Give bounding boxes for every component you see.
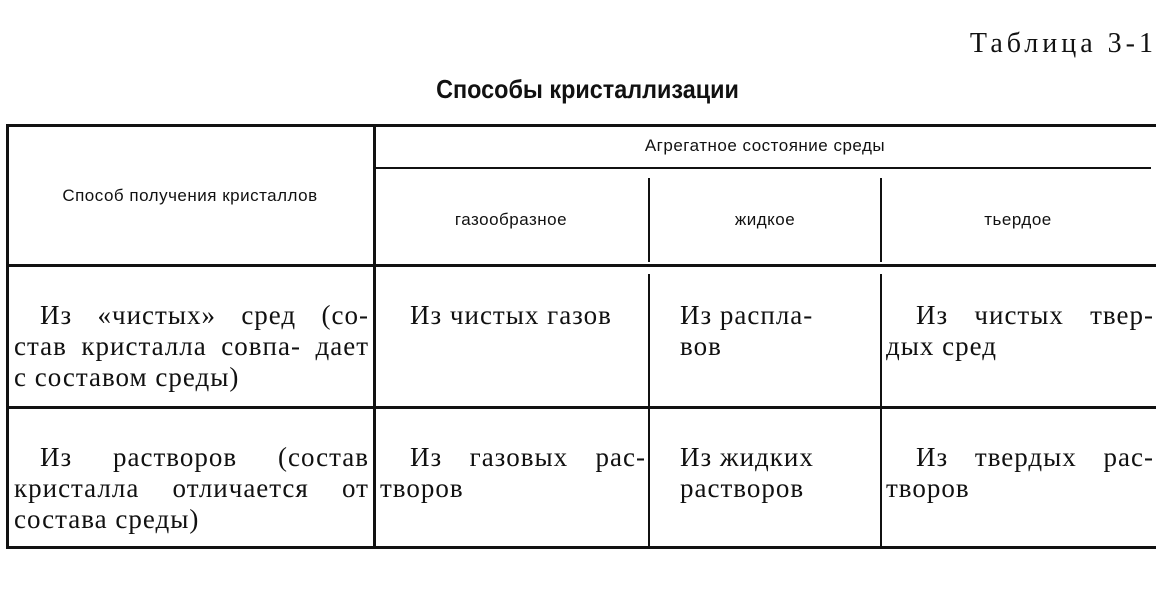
row1-gas-cell: Из чистых газов bbox=[410, 300, 612, 330]
state-group-header: Агрегатное состояние среды bbox=[644, 136, 886, 156]
method-column-header: Способ получения кристаллов bbox=[62, 186, 318, 206]
gas-liquid-divider-header bbox=[648, 178, 650, 262]
gas-column-header: газообразное bbox=[454, 210, 568, 230]
row2-gas-cell: Из газовых рас- творов bbox=[380, 442, 646, 503]
header-bottom-rule bbox=[8, 264, 1156, 267]
solid-column-header: тьердое bbox=[984, 210, 1052, 230]
gas-liquid-divider-body bbox=[648, 274, 650, 549]
liquid-solid-divider-body bbox=[880, 274, 882, 549]
row1-method-cell: Из «чистых» сред (со- став кристалла совпа- дает с составом среды) bbox=[14, 300, 369, 392]
table-number-label: Таблица 3-1 bbox=[969, 28, 1157, 59]
liquid-solid-divider-header bbox=[880, 178, 882, 262]
method-column-divider bbox=[373, 124, 376, 549]
table-top-rule bbox=[8, 124, 1156, 127]
row1-solid-cell: Из чистых твер- дых сред bbox=[886, 300, 1154, 361]
group-header-rule bbox=[375, 167, 1151, 169]
row2-liquid-cell: Из жидких растворов bbox=[680, 442, 814, 503]
table-bottom-rule bbox=[8, 546, 1156, 549]
table-title: Способы кристаллизации bbox=[436, 74, 739, 104]
left-border bbox=[6, 124, 9, 549]
row2-solid-cell: Из твердых рас- творов bbox=[886, 442, 1154, 503]
row-divider-rule bbox=[8, 406, 1156, 409]
liquid-column-header: жидкое bbox=[734, 210, 796, 230]
row2-method-cell: Из растворов (состав кристалла отличается от состава среды) bbox=[14, 442, 369, 534]
row1-liquid-cell: Из распла- вов bbox=[680, 300, 814, 361]
